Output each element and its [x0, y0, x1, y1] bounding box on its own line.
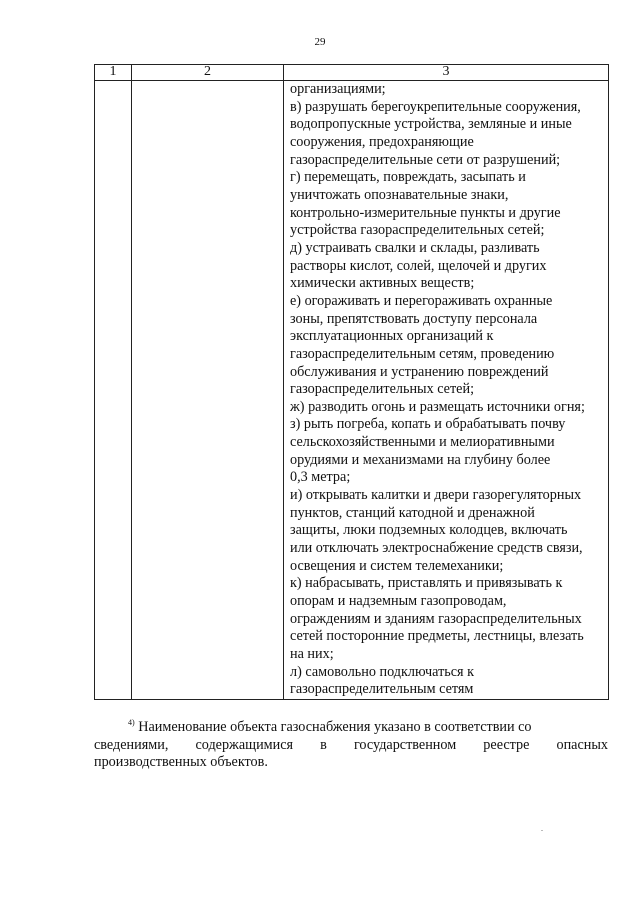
table-text-line: орудиями и механизмами на глубину более: [290, 451, 551, 468]
table-text-line: сельскохозяйственными и мелиоративными: [290, 434, 555, 451]
table-text-line: освещения и систем телемеханики;: [290, 557, 504, 574]
footnote: [94, 714, 608, 772]
footnote-text-1: Наименование объекта газоснабжения указано в соответствии со: [138, 719, 532, 735]
table-text-line: или отключать электроснабжение средств связи,: [290, 540, 583, 557]
page-number: 29: [314, 36, 326, 48]
table-text-line: растворы кислот, солей, щелочей и других: [290, 257, 547, 274]
table-text-line: газораспределительные сети от разрушений;: [290, 151, 561, 168]
scan-speck: [541, 830, 543, 831]
table-text-line: газораспределительным сетям, проведению: [290, 345, 555, 362]
table-cell-col1: [95, 81, 132, 700]
table-text-line: зоны, препятствовать доступу персонала: [290, 310, 538, 327]
table-text-line: устройства газораспределительных сетей;: [290, 222, 545, 239]
table-text-line: к) набрасывать, приставлять и привязывать к: [290, 575, 563, 592]
column-header-2: 2: [132, 65, 284, 81]
table-header-row: [95, 65, 609, 81]
footnote-word: государственном: [353, 736, 457, 753]
table-cell-col3: [284, 81, 609, 700]
table-text-line: 0,3 метра;: [290, 469, 351, 486]
table-text-line: ж) разводить огонь и размещать источники огня;: [290, 398, 585, 415]
table-text-line: сооружения, предохраняющие: [290, 133, 474, 150]
table-row: [95, 81, 609, 700]
table-text-line: защиты, люки подземных колодцев, включать: [290, 522, 568, 539]
table-text-line: газораспределительным сетям: [290, 681, 474, 698]
table-text-line: з) рыть погреба, копать и обрабатывать почву: [290, 416, 566, 433]
footnote-line-2: [94, 737, 608, 755]
table-text-line: эксплуатационных организаций к: [290, 328, 494, 345]
footnote-marker: 4): [128, 718, 135, 727]
table-text-line: контрольно-измерительные пункты и другие: [290, 204, 561, 221]
requirements-table: [94, 64, 609, 700]
table-text-line: водопропускные устройства, земляные и иные: [290, 116, 572, 133]
table-text-line: и) открывать калитки и двери газорегуляторных: [290, 487, 582, 504]
table-text-line: сетей посторонние предметы, лестницы, влезать: [290, 628, 584, 645]
footnote-line-3: производственных объектов.: [94, 754, 268, 770]
footnote-word: в: [320, 736, 327, 753]
table-cell-col2: [132, 81, 284, 700]
footnote-word: сведениями,: [94, 736, 169, 753]
table-text-line: ограждениям и зданиям газораспределительных: [290, 610, 582, 627]
table-text-line: на них;: [290, 646, 334, 662]
column-header-1: 1: [95, 65, 132, 81]
table-text-line: д) устраивать свалки и склады, разливать: [290, 239, 540, 256]
column-header-3: 3: [284, 65, 609, 81]
footnote-line-1: [94, 714, 608, 737]
footnote-word: реестре: [483, 736, 530, 753]
table-text-line: обслуживания и устранению повреждений: [290, 363, 549, 380]
table-text-line: газораспределительных сетей;: [290, 381, 475, 398]
table-text-line: е) огораживать и перегораживать охранные: [290, 292, 553, 309]
footnote-word: опасных: [556, 736, 608, 753]
table-text-line: пунктов, станций катодной и дренажной: [290, 504, 535, 521]
table-text-line: опорам и надземным газопроводам,: [290, 593, 507, 610]
table-text-line: организациями;: [290, 81, 386, 97]
footnote-word: содержащимися: [195, 736, 294, 753]
table-text-line: г) перемещать, повреждать, засыпать и: [290, 169, 526, 186]
table-text-line: химически активных веществ;: [290, 275, 475, 292]
table-text-line: л) самовольно подключаться к: [290, 663, 475, 680]
table-text-line: уничтожать опознавательные знаки,: [290, 186, 509, 203]
table-text-line: в) разрушать берегоукрепительные сооружения,: [290, 98, 581, 115]
